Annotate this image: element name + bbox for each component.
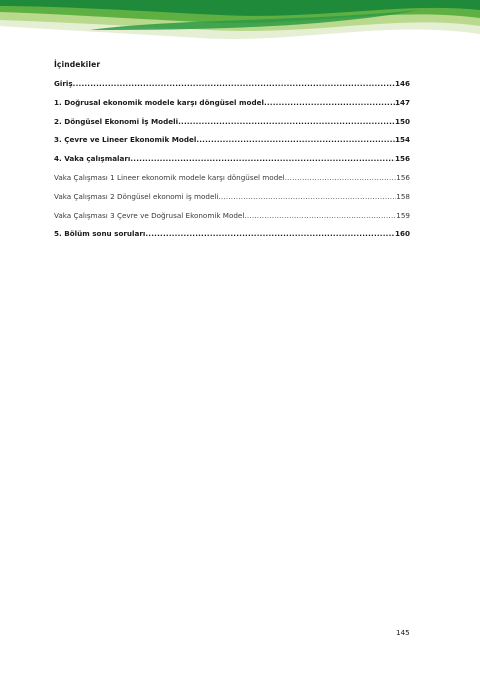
dot-leader <box>244 207 396 226</box>
toc-entry-chapter-1[interactable] <box>54 94 410 113</box>
dot-leader <box>285 169 397 188</box>
toc-entry-chapter-5[interactable] <box>54 225 410 244</box>
dot-leader <box>196 131 395 150</box>
toc-entry-label: Vaka Çalışması 1 Lineer ekonomik modele karşı döngüsel model <box>54 172 285 182</box>
toc-entry-page: 150 <box>394 116 410 126</box>
toc-entry-label: 2. Döngüsel Ekonomi İş Modeli <box>54 116 179 126</box>
toc-entry-case-study-3[interactable] <box>54 207 410 226</box>
toc-entry-page: 159 <box>396 210 410 220</box>
toc-entry-label: 4. Vaka çalışmaları <box>54 154 131 164</box>
toc-entry-page: 146 <box>394 79 410 88</box>
toc-entry-label: Giriş <box>54 79 73 88</box>
toc-entry-page: 156 <box>394 154 410 164</box>
dot-leader <box>73 75 395 94</box>
toc-entry-intro[interactable] <box>54 75 410 94</box>
toc-entry-label: Vaka Çalışması 3 Çevre ve Doğrusal Ekonomik Model <box>54 210 245 220</box>
dot-leader <box>145 225 395 244</box>
toc-entry-chapter-2[interactable] <box>54 113 410 132</box>
toc-entry-chapter-3[interactable] <box>54 131 410 150</box>
dot-leader <box>178 113 395 132</box>
table-of-contents <box>54 75 410 244</box>
decorative-header-waves <box>0 0 480 48</box>
toc-entry-label: 5. Bölüm sonu soruları <box>54 229 146 239</box>
toc-entry-page: 158 <box>396 191 410 201</box>
toc-entry-label: 1. Doğrusal ekonomik modele karşı döngüsel model <box>54 97 264 107</box>
toc-entry-label: Vaka Çalışması 2 Döngüsel ekonomi iş modeli <box>54 191 219 201</box>
toc-entry-chapter-4[interactable] <box>54 150 410 169</box>
toc-entry-case-study-2[interactable] <box>54 188 410 207</box>
toc-entry-page: 156 <box>396 172 410 182</box>
toc-title: İçindekiler <box>54 60 101 69</box>
dot-leader <box>130 150 395 169</box>
toc-entry-case-study-1[interactable] <box>54 169 410 188</box>
toc-entry-page: 154 <box>394 135 410 145</box>
page-number: 145 <box>396 628 410 637</box>
toc-entry-label: 3. Çevre ve Lineer Ekonomik Model <box>54 135 197 145</box>
toc-entry-page: 160 <box>394 229 410 239</box>
toc-entry-page: 147 <box>394 97 410 107</box>
dot-leader <box>218 188 396 207</box>
dot-leader <box>264 94 395 113</box>
